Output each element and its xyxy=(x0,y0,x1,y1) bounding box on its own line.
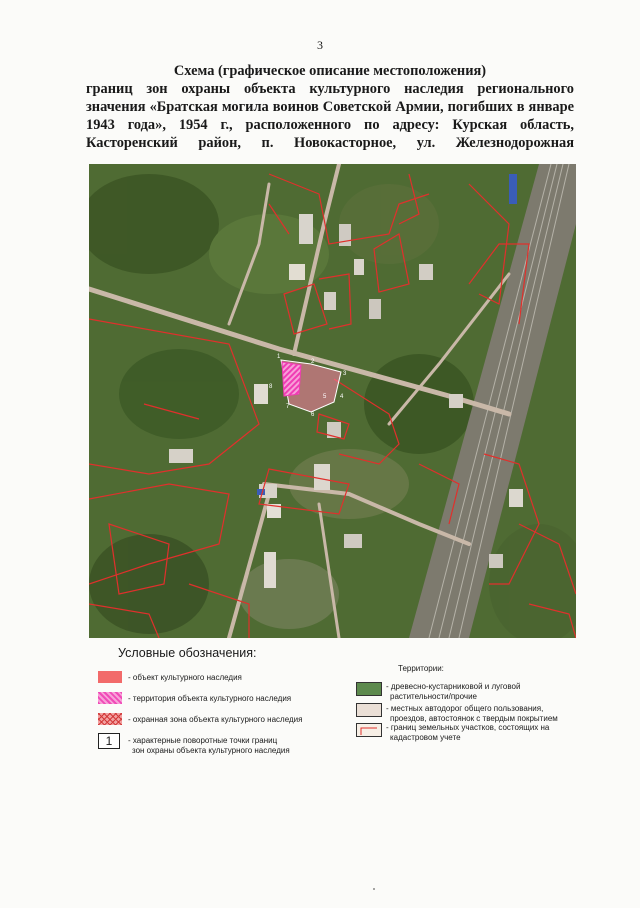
legend-label-line: - характерные поворотные точки границ xyxy=(128,736,278,745)
territories-heading: Территории: xyxy=(398,664,444,673)
boundary-point-swatch: 1 xyxy=(98,733,120,749)
boundary-point-label: 2 xyxy=(311,359,315,365)
cultural-heritage-object-swatch xyxy=(98,671,122,683)
parcel-border-swatch-icon xyxy=(357,725,381,737)
vegetation-swatch xyxy=(356,682,382,696)
boundary-point-label: 3 xyxy=(343,371,347,377)
title-description: границ зон охраны объекта культурного наследия регионального значения «Братская могила воинов Советской Армии, погибших в январе 1943 года», 1954 г., расположенного по адресу: Курская область, Касторенский район, п. Новокасторное, ул. Железнодорожная xyxy=(86,81,574,151)
page-number: 3 xyxy=(317,38,323,52)
legend-label-vegetation xyxy=(386,682,520,702)
protection-zone-swatch xyxy=(98,713,122,725)
legend-label-line: кадастровом учете xyxy=(390,733,461,742)
boundary-point-label: 7 xyxy=(286,404,290,410)
heritage-territory xyxy=(282,362,301,396)
legend-label-heritage-object: - объект культурного наследия xyxy=(128,673,242,682)
heritage-territory-swatch xyxy=(98,692,122,704)
legend-label-parcels xyxy=(386,723,549,743)
legend-label-line: зон охраны объекта культурного наследия xyxy=(132,746,290,755)
map-canvas xyxy=(89,164,576,638)
legend-label-line: - границ земельных участков, состоящих на xyxy=(386,723,550,732)
legend-label-boundary-points xyxy=(128,736,290,756)
boundary-point-label: 5 xyxy=(323,394,327,400)
parcel-border-swatch xyxy=(356,723,382,737)
boundary-point-label: 6 xyxy=(311,412,315,418)
boundary-point-label: 4 xyxy=(340,394,344,400)
title-heading: Схема (графическое описание местоположения) xyxy=(173,63,487,79)
satellite-map xyxy=(89,164,576,638)
scan-mark xyxy=(373,888,375,890)
legend-label-roads xyxy=(386,704,558,724)
legend-label-line: - местных автодорог общего пользования, xyxy=(386,704,544,713)
legend-label-heritage-territory: - территория объекта культурного наследия xyxy=(128,694,292,703)
legend-heading: Условные обозначения: xyxy=(118,646,257,660)
legend-label-line: - древесно-кустарниковой и луговой xyxy=(386,682,521,691)
boundary-point-label: 1 xyxy=(277,354,281,360)
boundary-point-label: 8 xyxy=(269,384,273,390)
legend-label-protection-zone: - охранная зона объекта культурного наследия xyxy=(128,715,303,724)
document-title xyxy=(86,62,574,152)
roads-swatch xyxy=(356,703,382,717)
legend-label-line: проездов, автостоянок с твердым покрытием xyxy=(390,714,558,723)
legend-label-line: растительности/прочие xyxy=(390,692,477,701)
